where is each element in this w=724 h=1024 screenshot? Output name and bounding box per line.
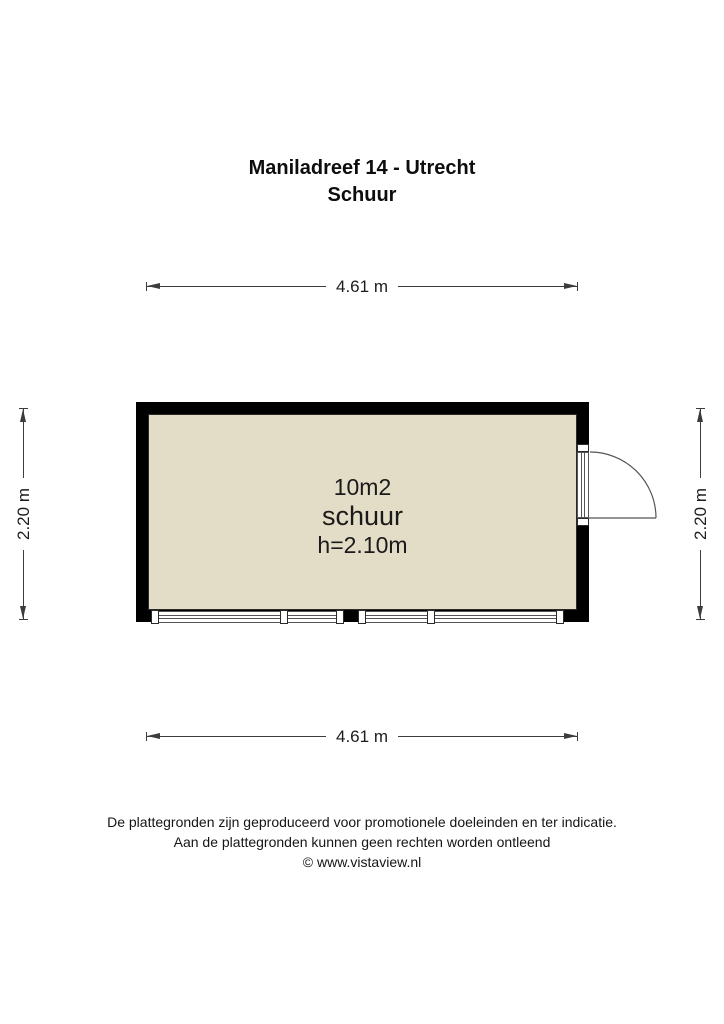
dimension-label-top: 4.61 m: [326, 277, 398, 297]
window: [158, 611, 282, 623]
window-post: [151, 610, 159, 624]
window-post: [358, 610, 366, 624]
disclaimer-line-2: Aan de plattegronden kunnen geen rechten worden ontleend: [173, 834, 551, 850]
window: [365, 611, 429, 623]
disclaimer: [0, 812, 724, 872]
arrowhead-right-icon: [564, 283, 577, 289]
arrowhead-up-icon: [20, 409, 26, 422]
dimension-label-bottom: 4.61 m: [326, 727, 398, 747]
dimension-label-right: 2.20 m: [691, 478, 711, 550]
dimension-right: [691, 408, 710, 620]
room-name-label: schuur: [321, 501, 404, 531]
window-post: [336, 610, 344, 624]
room-area-label: 10m2: [333, 474, 392, 500]
arrowhead-left-icon: [147, 283, 160, 289]
disclaimer-line-1: De plattegronden zijn geproduceerd voor promotionele doeleinden en ter indicatie.: [107, 814, 617, 830]
page-subtitle: Schuur: [327, 184, 397, 206]
arrowhead-down-icon: [20, 606, 26, 619]
dimension-top: [146, 277, 578, 296]
dimension-tick: [577, 732, 578, 741]
title-block: [0, 155, 724, 209]
dimension-tick: [696, 619, 705, 620]
page-title: Maniladreef 14 - Utrecht: [248, 157, 476, 179]
window-post: [556, 610, 564, 624]
arrowhead-left-icon: [147, 733, 160, 739]
window: [287, 611, 338, 623]
copyright-line: © www.vistaview.nl: [302, 854, 422, 870]
arrowhead-right-icon: [564, 733, 577, 739]
arrowhead-down-icon: [697, 606, 703, 619]
room-height-label: h=2.10m: [317, 532, 408, 558]
floorplan-shed: [136, 402, 589, 622]
dimension-left: [14, 408, 33, 620]
arrowhead-up-icon: [697, 409, 703, 422]
dimension-bottom: [146, 727, 578, 746]
window-post: [427, 610, 435, 624]
dimension-label-left: 2.20 m: [14, 478, 34, 550]
dimension-tick: [19, 619, 28, 620]
door-swing-arc-icon: [588, 446, 662, 522]
dimension-tick: [577, 282, 578, 291]
window-post: [280, 610, 288, 624]
window: [434, 611, 558, 623]
room-schuur: [148, 414, 577, 610]
